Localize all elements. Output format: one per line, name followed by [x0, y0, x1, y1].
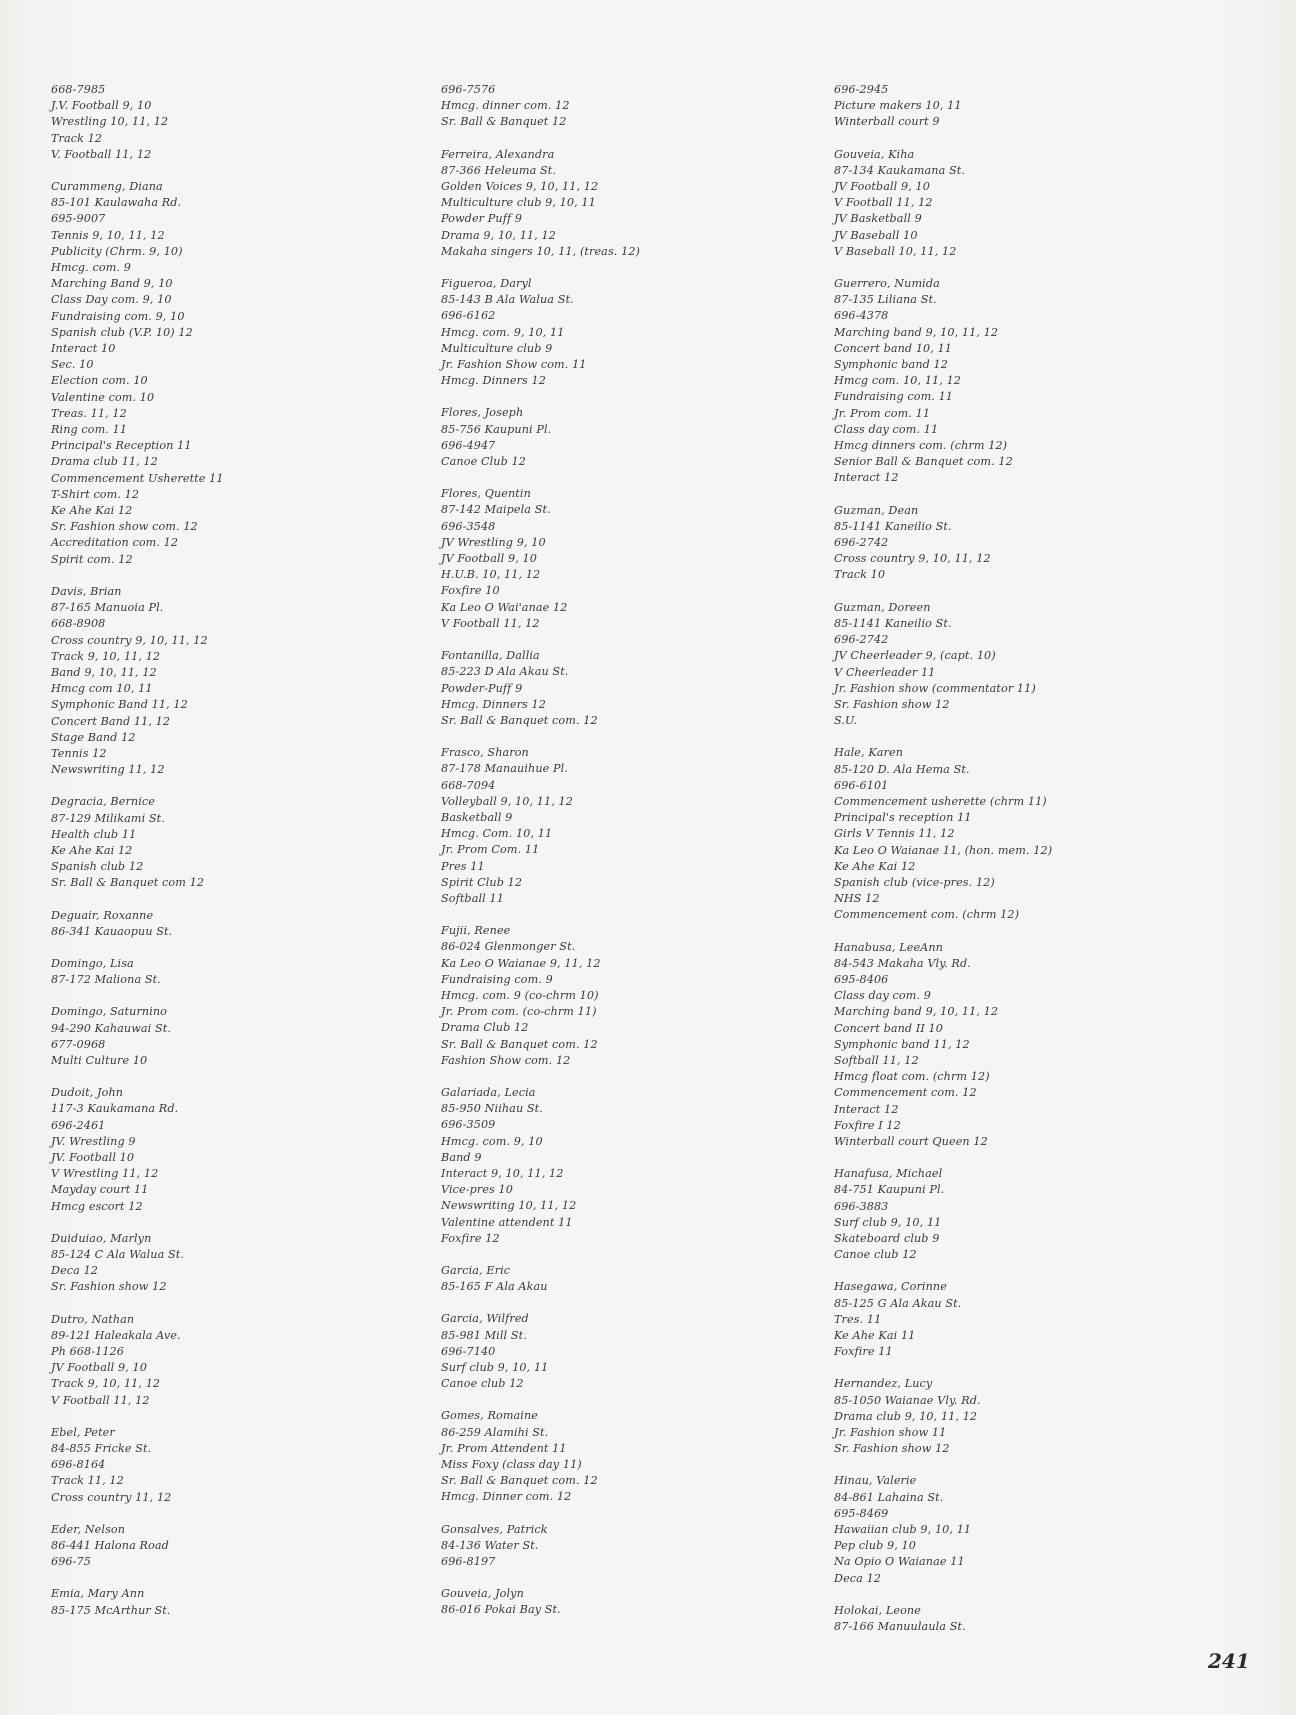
entry-line: Jr. Prom com. 11 [834, 406, 931, 420]
entry-line: Publicity (Chrm. 9, 10) [51, 244, 183, 258]
directory-entry [834, 1376, 1164, 1457]
student-name: Gouveia, Kiha [834, 147, 915, 161]
entry-line: Makaha singers 10, 11, (treas. 12) [441, 244, 641, 258]
entry-line: 696-8164 [51, 1458, 106, 1472]
entry-line: V Wrestling 11, 12 [51, 1167, 159, 1181]
entry-line: 696-3883 [834, 1199, 889, 1213]
entry-line: Marching band 9, 10, 11, 12 [834, 1005, 999, 1019]
entry-line: 87-134 Kaukamana St. [834, 163, 966, 177]
entry-line: Health club 11 [51, 827, 137, 841]
student-name: Frasco, Sharon [441, 746, 529, 760]
student-name: Dudoit, John [51, 1086, 124, 1100]
entry-line: Sr. Fashion show 12 [51, 1280, 167, 1294]
entry-line: 696-6101 [834, 778, 889, 792]
entry-line: 85-143 B Ala Walua St. [441, 293, 574, 307]
student-name: Duiduiao, Marlyn [51, 1231, 152, 1245]
entry-line: Hmcg com. 10, 11, 12 [834, 374, 962, 388]
entry-line: Ke Ahe Kai 12 [51, 504, 133, 518]
entry-line: Interact 12 [834, 1102, 899, 1116]
entry-line: Marching band 9, 10, 11, 12 [834, 325, 999, 339]
student-name: Galariada, Lecia [441, 1085, 536, 1099]
entry-line: Spanish club 12 [51, 860, 144, 874]
student-name: Guzman, Dean [834, 503, 919, 517]
student-name: Hale, Karen [834, 746, 904, 760]
entry-line: 696-4378 [834, 309, 889, 323]
entry-line: V Football 11, 12 [834, 196, 933, 210]
student-name: Hanabusa, LeeAnn [834, 940, 943, 954]
entry-line: Multiculture club 9, 10, 11 [441, 196, 596, 210]
entry-line: Accreditation com. 12 [51, 536, 179, 550]
entry-line: Sr. Ball & Banquet com 12 [51, 876, 205, 890]
entry-line: 85-756 Kaupuni Pl. [441, 422, 552, 436]
entry-line: Symphonic band 11, 12 [834, 1037, 970, 1051]
directory-entry [441, 1522, 771, 1571]
entry-line: Softball 11 [441, 891, 504, 905]
entry-line: Skateboard club 9 [834, 1232, 940, 1245]
entry-line: 696-8197 [441, 1555, 496, 1569]
entry-line: Election com. 10 [51, 374, 148, 388]
entry-line: Fundraising com. 9, 10 [51, 309, 185, 323]
student-name: Garcia, Eric [441, 1264, 511, 1277]
student-name: Fujii, Renee [441, 924, 511, 938]
entry-line: 85-125 G Ala Akau St. [834, 1296, 962, 1310]
entry-line: 85-165 F Ala Akau [441, 1280, 548, 1294]
entry-line: 695-8469 [834, 1506, 889, 1520]
entry-line: Track 9, 10, 11, 12 [51, 649, 161, 663]
entry-line: Jr. Prom Com. 11 [441, 843, 540, 857]
entry-line: 87-366 Heleuma St. [441, 163, 557, 177]
entry-line: Ke Ahe Kai 12 [834, 859, 916, 873]
entry-line: Hmcg. com. 9 [51, 261, 131, 275]
entry-line: V Cheerleader 11 [834, 665, 936, 679]
entry-line: 85-1141 Kaneilio St. [834, 519, 952, 533]
directory-entry [834, 1279, 1164, 1360]
entry-line: Winterball court 9 [834, 115, 940, 129]
entry-line: JV Wrestling 9, 10 [441, 535, 546, 549]
entry-line: Class day com. 9 [834, 989, 931, 1003]
entry-line: 85-175 McArthur St. [51, 1603, 171, 1617]
student-name: Figueroa, Daryl [441, 277, 532, 291]
entry-line: Hmcg. Dinners 12 [441, 374, 546, 388]
directory-entry [441, 276, 771, 389]
entry-line: Spirit com. 12 [51, 552, 133, 566]
entry-line: Interact 9, 10, 11, 12 [441, 1166, 564, 1180]
entry-line: Valentine com. 10 [51, 390, 155, 404]
entry-line: Vice-pres 10 [441, 1183, 513, 1197]
directory-entry [441, 1085, 771, 1247]
directory-entry [834, 940, 1164, 1151]
entry-line: Drama club 9, 10, 11, 12 [834, 1409, 978, 1423]
student-name: Flores, Quentin [441, 487, 531, 501]
student-name: Gouveia, Jolyn [441, 1587, 524, 1601]
entry-line: 87-135 Liliana St. [834, 293, 937, 307]
directory-column-1 [51, 82, 381, 1635]
entry-line: Cross country 11, 12 [51, 1490, 172, 1504]
student-name: Ferreira, Alexandra [441, 147, 555, 161]
entry-line: NHS 12 [834, 892, 880, 906]
entry-line: 696-7140 [441, 1344, 496, 1358]
entry-line: 86-341 Kauaopuu St. [51, 924, 173, 938]
student-name: Guzman, Doreen [834, 600, 931, 614]
student-name: Hasegawa, Corinne [834, 1280, 947, 1294]
entry-line: Fashion Show com. 12 [441, 1053, 571, 1067]
entry-line: 85-1050 Waianae Vly. Rd. [834, 1393, 981, 1407]
entry-line: Hawaiian club 9, 10, 11 [834, 1523, 972, 1537]
entry-line: Golden Voices 9, 10, 11, 12 [441, 180, 599, 194]
entry-line: 696-2742 [834, 536, 889, 550]
entry-line: Principal's reception 11 [834, 811, 972, 825]
entry-line: Hmcg. dinner com. 12 [441, 99, 570, 113]
directory-entry [51, 1312, 381, 1409]
student-name: Emia, Mary Ann [51, 1587, 145, 1601]
entry-line: Multi Culture 10 [51, 1053, 148, 1067]
directory-entry [51, 584, 381, 778]
directory-entry [441, 745, 771, 907]
entry-line: Cross country 9, 10, 11, 12 [51, 633, 208, 647]
entry-line: J.V. Football 9, 10 [51, 99, 152, 113]
directory-entry [441, 405, 771, 470]
directory-entry [51, 794, 381, 891]
entry-line: Powder Puff 9 [441, 212, 523, 226]
entry-line: Surf club 9, 10, 11 [441, 1361, 549, 1375]
student-name: Degracia, Bernice [51, 795, 155, 809]
entry-line: Hmcg. com. 9 (co-chrm 10) [441, 988, 599, 1002]
directory-entry [51, 179, 381, 568]
directory-entry [834, 147, 1164, 260]
entry-line: Deca 12 [834, 1571, 882, 1585]
entry-line: Concert Band 11, 12 [51, 714, 171, 728]
entry-line: Jr. Prom Attendent 11 [441, 1441, 567, 1455]
student-name: Domingo, Saturnino [51, 1005, 168, 1019]
entry-line: V Baseball 10, 11, 12 [834, 244, 957, 258]
entry-line: Sr. Ball & Banquet 12 [441, 115, 567, 129]
entry-line: 677-0968 [51, 1037, 106, 1051]
entry-line: Volleyball 9, 10, 11, 12 [441, 794, 573, 808]
entry-line: 696-2945 [834, 83, 889, 96]
entry-line: Ke Ahe Kai 12 [51, 843, 133, 857]
student-name: Domingo, Lisa [51, 956, 134, 970]
entry-line: Spanish club (vice-pres. 12) [834, 875, 995, 889]
entry-line: 84-751 Kaupuni Pl. [834, 1183, 945, 1197]
entry-line: Drama club 11, 12 [51, 455, 158, 469]
entry-line: 84-861 Lahaina St. [834, 1490, 944, 1504]
entry-line: 696-2461 [51, 1118, 106, 1132]
entry-line: Track 10 [834, 568, 886, 582]
entry-line: Hmcg. com. 9, 10, 11 [441, 325, 565, 339]
entry-line: S.U. [834, 714, 858, 728]
entry-line: Track 11, 12 [51, 1474, 124, 1488]
entry-line: Hmcg com 10, 11 [51, 682, 153, 696]
entry-line: JV Football 9, 10 [441, 552, 537, 566]
entry-line: JV. Football 10 [51, 1150, 135, 1164]
entry-line: Fundraising com. 11 [834, 390, 954, 404]
directory-entry [51, 1425, 381, 1506]
student-name: Ebel, Peter [51, 1425, 115, 1439]
entry-line: Foxfire 11 [834, 1345, 893, 1359]
entry-line: 85-124 C Ala Walua St. [51, 1248, 185, 1261]
entry-line: 85-981 Mill St. [441, 1328, 527, 1342]
entry-line: T-Shirt com. 12 [51, 487, 140, 501]
entry-line: 696-7576 [441, 83, 496, 96]
entry-line: 87-129 Milikami St. [51, 811, 165, 825]
entry-line: 87-142 Maipela St. [441, 503, 551, 517]
entry-line: Band 9, 10, 11, 12 [51, 665, 157, 679]
directory-entry [834, 600, 1164, 730]
entry-line: 668-8908 [51, 617, 106, 631]
entry-line: 84-136 Water St. [441, 1538, 539, 1552]
entry-line: Hmcg float com. (chrm 12) [834, 1070, 990, 1084]
entry-line: 84-855 Fricke St. [51, 1442, 152, 1456]
entry-line: Wrestling 10, 11, 12 [51, 115, 169, 129]
entry-line: Powder-Puff 9 [441, 681, 523, 695]
entry-line: Ka Leo O Waianae 11, (hon. mem. 12) [834, 843, 1053, 857]
entry-line: 695-9007 [51, 212, 106, 226]
directory-entry [51, 1085, 381, 1215]
entry-line: Canoe club 12 [441, 1377, 524, 1391]
entry-line: Foxfire 12 [441, 1231, 500, 1245]
entry-line: JV Football 9, 10 [834, 180, 930, 194]
entry-line: 85-1141 Kaneilio St. [834, 616, 952, 630]
entry-line: Marching Band 9, 10 [51, 277, 173, 291]
entry-line: Cross country 9, 10, 11, 12 [834, 552, 991, 566]
student-name: Dutro, Nathan [51, 1312, 135, 1326]
directory-entry [441, 648, 771, 729]
entry-line: Pres 11 [441, 859, 485, 873]
entry-line: Miss Foxy (class day 11) [441, 1458, 582, 1472]
directory-entry [51, 908, 381, 940]
entry-line: Newswriting 11, 12 [51, 763, 165, 777]
entry-line: Sr. Ball & Banquet com. 12 [441, 1474, 598, 1488]
student-name: Hanafusa, Michael [834, 1167, 943, 1181]
entry-line: Track 9, 10, 11, 12 [51, 1377, 161, 1391]
entry-line: Principal's Reception 11 [51, 439, 192, 453]
entry-line: 87-166 Manuulaula St. [834, 1620, 966, 1634]
entry-line: Surf club 9, 10, 11 [834, 1215, 942, 1229]
entry-line: Sr. Fashion show com. 12 [51, 520, 198, 534]
entry-line: Sr. Fashion show 12 [834, 697, 950, 711]
entry-line: V Football 11, 12 [51, 1393, 150, 1407]
entry-line: Winterball court Queen 12 [834, 1134, 988, 1148]
entry-line: Fundraising com. 9 [441, 972, 553, 986]
student-name: Gonsalves, Patrick [441, 1522, 548, 1536]
entry-line: 84-543 Makaha Vly. Rd. [834, 956, 971, 970]
entry-line: JV Basketball 9 [834, 212, 922, 226]
entry-line: Ke Ahe Kai 11 [834, 1329, 916, 1343]
entry-line: Stage Band 12 [51, 730, 136, 744]
entry-line: 696-3548 [441, 519, 496, 533]
entry-line: 94-290 Kahauwai St. [51, 1021, 172, 1035]
directory-entry [441, 1263, 771, 1295]
entry-line: 668-7094 [441, 778, 496, 792]
entry-line: Senior Ball & Banquet com. 12 [834, 455, 1013, 469]
student-name: Guerrero, Numida [834, 277, 940, 291]
directory-entry [51, 956, 381, 988]
entry-line: Treas. 11, 12 [51, 406, 127, 420]
entry-line: Ring com. 11 [51, 423, 128, 437]
entry-line: H.U.B. 10, 11, 12 [441, 568, 541, 582]
entry-line: Interact 10 [51, 342, 116, 356]
directory-entry [834, 745, 1164, 923]
entry-line: Newswriting 10, 11, 12 [441, 1199, 577, 1213]
entry-line: Jr. Fashion show (commentator 11) [834, 681, 1036, 695]
entry-line: Multiculture club 9 [441, 341, 553, 355]
directory-entry [834, 82, 1164, 131]
directory-entry [51, 1586, 381, 1618]
entry-line: Drama Club 12 [441, 1021, 529, 1035]
entry-line: Hmcg. com. 9, 10 [441, 1134, 543, 1148]
entry-line: Commencement com. 12 [834, 1086, 977, 1100]
entry-line: Sec. 10 [51, 358, 94, 372]
student-name: Garcia, Wilfred [441, 1312, 529, 1326]
directory-entry [441, 923, 771, 1069]
entry-line: 86-024 Glenmonger St. [441, 940, 576, 954]
entry-line: Class Day com. 9, 10 [51, 293, 172, 307]
entry-line: 87-165 Manuoia Pl. [51, 601, 164, 615]
entry-line: Foxfire 10 [441, 584, 500, 598]
student-name: Holokai, Leone [834, 1603, 921, 1617]
entry-line: Tennis 9, 10, 11, 12 [51, 228, 165, 242]
directory-entry [51, 1522, 381, 1571]
entry-line: Na Opio O Waianae 11 [834, 1555, 965, 1569]
student-name: Davis, Brian [51, 584, 122, 598]
entry-line: Sr. Ball & Banquet com. 12 [441, 1037, 598, 1051]
entry-line: Drama 9, 10, 11, 12 [441, 228, 556, 242]
entry-line: Ka Leo O Waianae 9, 11, 12 [441, 956, 601, 970]
entry-line: 85-120 D. Ala Hema St. [834, 762, 970, 776]
directory-entry [51, 1231, 381, 1296]
entry-line: Pep club 9, 10 [834, 1539, 916, 1553]
entry-line: Jr. Fashion Show com. 11 [441, 358, 587, 372]
entry-line: 87-172 Maliona St. [51, 973, 161, 987]
entry-line: V Football 11, 12 [441, 616, 540, 630]
entry-line: Hmcg dinners com. (chrm 12) [834, 439, 1008, 453]
entry-line: Foxfire I 12 [834, 1118, 901, 1132]
entry-line: 85-101 Kaulawaha Rd. [51, 196, 182, 210]
student-name: Hinau, Valerie [834, 1474, 917, 1488]
student-name: Gomes, Romaine [441, 1409, 538, 1423]
entry-line: Hmcg escort 12 [51, 1199, 143, 1213]
student-name: Hernandez, Lucy [834, 1377, 933, 1391]
entry-line: Mayday court 11 [51, 1183, 149, 1197]
entry-line: Ka Leo O Wai'anae 12 [441, 600, 568, 614]
entry-line: Commencement usherette (chrm 11) [834, 794, 1047, 808]
entry-line: 696-75 [51, 1555, 91, 1569]
student-name: Deguair, Roxanne [51, 908, 154, 922]
entry-line: Interact 12 [834, 471, 899, 485]
entry-line: Commencement com. (chrm 12) [834, 908, 1020, 922]
entry-line: 695-8406 [834, 972, 889, 986]
entry-line: 87-178 Manauihue Pl. [441, 762, 568, 776]
entry-line: JV Baseball 10 [834, 228, 918, 242]
entry-line: Jr. Prom com. (co-chrm 11) [441, 1005, 597, 1019]
entry-line: Picture makers 10, 11 [834, 99, 962, 113]
entry-line: Band 9 [441, 1150, 482, 1164]
directory-entry [834, 503, 1164, 584]
directory-column-2 [441, 82, 771, 1635]
entry-line: 696-3509 [441, 1118, 496, 1132]
student-name: Eder, Nelson [51, 1522, 126, 1536]
entry-line: Tres. 11 [834, 1312, 882, 1326]
directory-entry [441, 1586, 771, 1618]
entry-line: Track 12 [51, 131, 103, 145]
student-name: Flores, Joseph [441, 406, 524, 420]
entry-line: 85-223 D Ala Akau St. [441, 665, 569, 679]
entry-line: Concert band 10, 11 [834, 341, 953, 355]
entry-line: Concert band II 10 [834, 1021, 943, 1035]
entry-line: Hmcg. Dinner com. 12 [441, 1490, 572, 1504]
entry-line: Canoe Club 12 [441, 455, 526, 469]
entry-line: Deca 12 [51, 1264, 99, 1278]
entry-line: Hmcg. Com. 10, 11 [441, 827, 553, 841]
entry-line: Ph 668-1126 [51, 1345, 124, 1359]
entry-line: Commencement Usherette 11 [51, 471, 224, 485]
entry-line: Symphonic Band 11, 12 [51, 698, 188, 712]
directory-entry [834, 1473, 1164, 1586]
entry-line: 696-4947 [441, 438, 496, 452]
directory-entry [51, 82, 381, 163]
directory-entry [441, 1408, 771, 1505]
directory-entry [834, 276, 1164, 487]
entry-line: 696-2742 [834, 633, 889, 647]
entry-line: Canoe club 12 [834, 1248, 917, 1262]
entry-line: JV Cheerleader 9, (capt. 10) [834, 649, 996, 663]
page-number: 241 [1208, 1649, 1250, 1673]
entry-line: Valentine attendent 11 [441, 1215, 573, 1229]
entry-line: Spirit Club 12 [441, 875, 523, 889]
entry-line: 668-7985 [51, 83, 106, 96]
entry-line: Class day com. 11 [834, 422, 939, 436]
entry-line: JV. Wrestling 9 [51, 1134, 136, 1148]
entry-line: Tennis 12 [51, 746, 107, 760]
entry-line: 85-950 Niihau St. [441, 1102, 543, 1116]
entry-line: 696-6162 [441, 309, 496, 323]
entry-line: Symphonic band 12 [834, 358, 948, 372]
directory-column-3 [834, 82, 1164, 1651]
student-name: Fontanilla, Dallia [441, 649, 540, 663]
directory-entry [441, 486, 771, 632]
directory-entry [51, 1004, 381, 1069]
directory-entry [441, 147, 771, 260]
entry-line: Sr. Fashion show 12 [834, 1442, 950, 1456]
directory-entry [441, 1311, 771, 1392]
directory-entry [834, 1166, 1164, 1263]
entry-line: Hmcg. Dinners 12 [441, 697, 546, 711]
entry-line: JV Football 9, 10 [51, 1361, 147, 1375]
directory-entry [441, 82, 771, 131]
entry-line: Jr. Fashion show 11 [834, 1426, 947, 1440]
entry-line: Basketball 9 [441, 810, 513, 824]
student-name: Curammeng, Diana [51, 180, 163, 194]
entry-line: 86-259 Alamihi St. [441, 1425, 549, 1439]
entry-line: 117-3 Kaukamana Rd. [51, 1102, 179, 1116]
entry-line: 86-016 Pokai Bay St. [441, 1603, 561, 1617]
entry-line: V. Football 11, 12 [51, 147, 152, 161]
directory-entry [834, 1603, 1164, 1635]
entry-line: Girls V Tennis 11, 12 [834, 827, 955, 841]
entry-line: 89-121 Haleakala Ave. [51, 1328, 181, 1342]
entry-line: Softball 11, 12 [834, 1053, 919, 1067]
entry-line: Spanish club (V.P. 10) 12 [51, 325, 193, 339]
entry-line: Sr. Ball & Banquet com. 12 [441, 713, 598, 727]
entry-line: 86-441 Halona Road [51, 1539, 169, 1553]
